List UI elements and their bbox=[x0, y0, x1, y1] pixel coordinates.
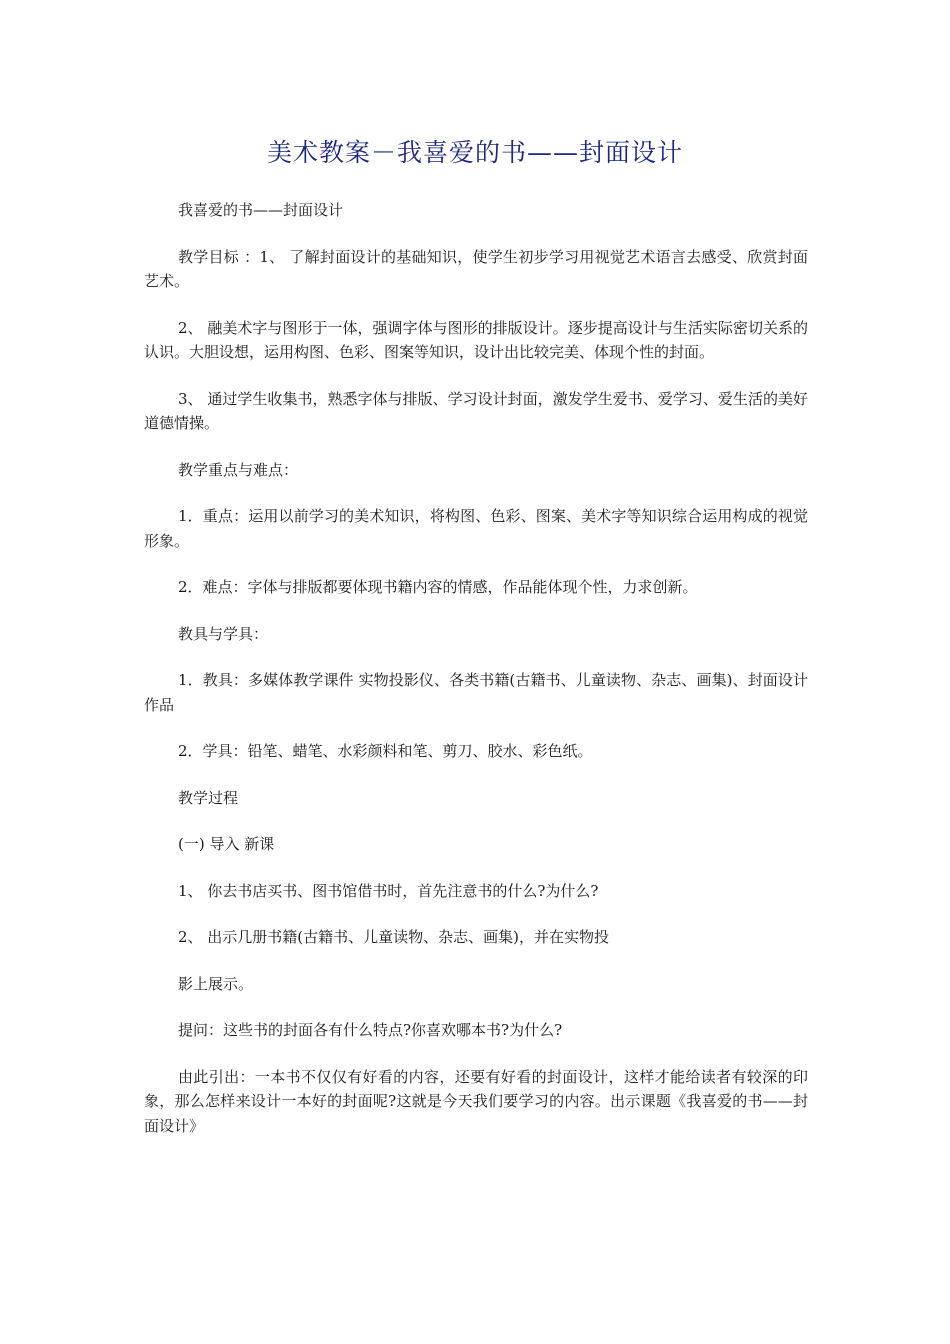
question-1-paragraph: 1、 你去书店买书、图书馆借书时，首先注意书的什么?为什么? bbox=[178, 881, 599, 900]
document-body bbox=[144, 198, 808, 1160]
key-point-paragraph: 1．重点：运用以前学习的美术知识，将构图、色彩、图案、美术字等知识综合运用构成的视觉形象。 bbox=[144, 507, 808, 550]
teacher-tools-paragraph: 1．教具：多媒体教学课件 实物投影仪、各类书籍(古籍书、儿童读物、杂志、画集)、封面设计作品 bbox=[144, 671, 808, 714]
question-paragraph: 提问：这些书的封面各有什么特点?你喜欢哪本书?为什么? bbox=[178, 1021, 563, 1039]
difficulty-paragraph: 2．难点：字体与排版都要体现书籍内容的情感，作品能体现个性，力求创新。 bbox=[178, 578, 698, 596]
objective-2-paragraph: 2、 融美术字与图形于一体，强调字体与图形的排版设计。逐步提高设计与生活实际密切关系的认识。大胆设想，运用构图、色彩、图案等知识，设计出比较完美、体现个性的封面。 bbox=[144, 318, 808, 361]
key-points-heading: 教学重点与难点： bbox=[178, 460, 299, 479]
student-tools-paragraph: 2．学具：铅笔、蜡笔、水彩颜料和笔、剪刀、胶水、彩色纸。 bbox=[178, 742, 593, 760]
intro-heading: (一) 导入 新课 bbox=[178, 835, 275, 853]
objective-3-paragraph: 3、 通过学生收集书，熟悉字体与排版、学习设计封面，激发学生爱书、爱学习、爱生活的美好道德情操。 bbox=[144, 389, 808, 432]
process-heading: 教学过程 bbox=[178, 788, 239, 807]
document-title: 美术教案－我喜爱的书——封面设计 bbox=[266, 138, 683, 167]
step-2-continued-paragraph: 影上展示。 bbox=[178, 974, 254, 993]
tools-heading: 教具与学具： bbox=[178, 624, 269, 643]
subtitle-paragraph: 我喜爱的书——封面设计 bbox=[178, 201, 344, 219]
conclusion-paragraph: 由此引出：一本书不仅仅有好看的内容，还要有好看的封面设计，这样才能给读者有较深的印象，那么怎样来设计一本好的封面呢?这就是今天我们要学习的内容。出示课题《我喜爱的书——封面设计》 bbox=[144, 1067, 808, 1135]
objective-1-paragraph: 教学目标 ：1、 了解封面设计的基础知识，使学生初步学习用视觉艺术语言去感受、欣赏封面艺术。 bbox=[144, 247, 808, 290]
step-2-paragraph: 2、 出示几册书籍(古籍书、儿童读物、杂志、画集)，并在实物投 bbox=[178, 928, 610, 946]
